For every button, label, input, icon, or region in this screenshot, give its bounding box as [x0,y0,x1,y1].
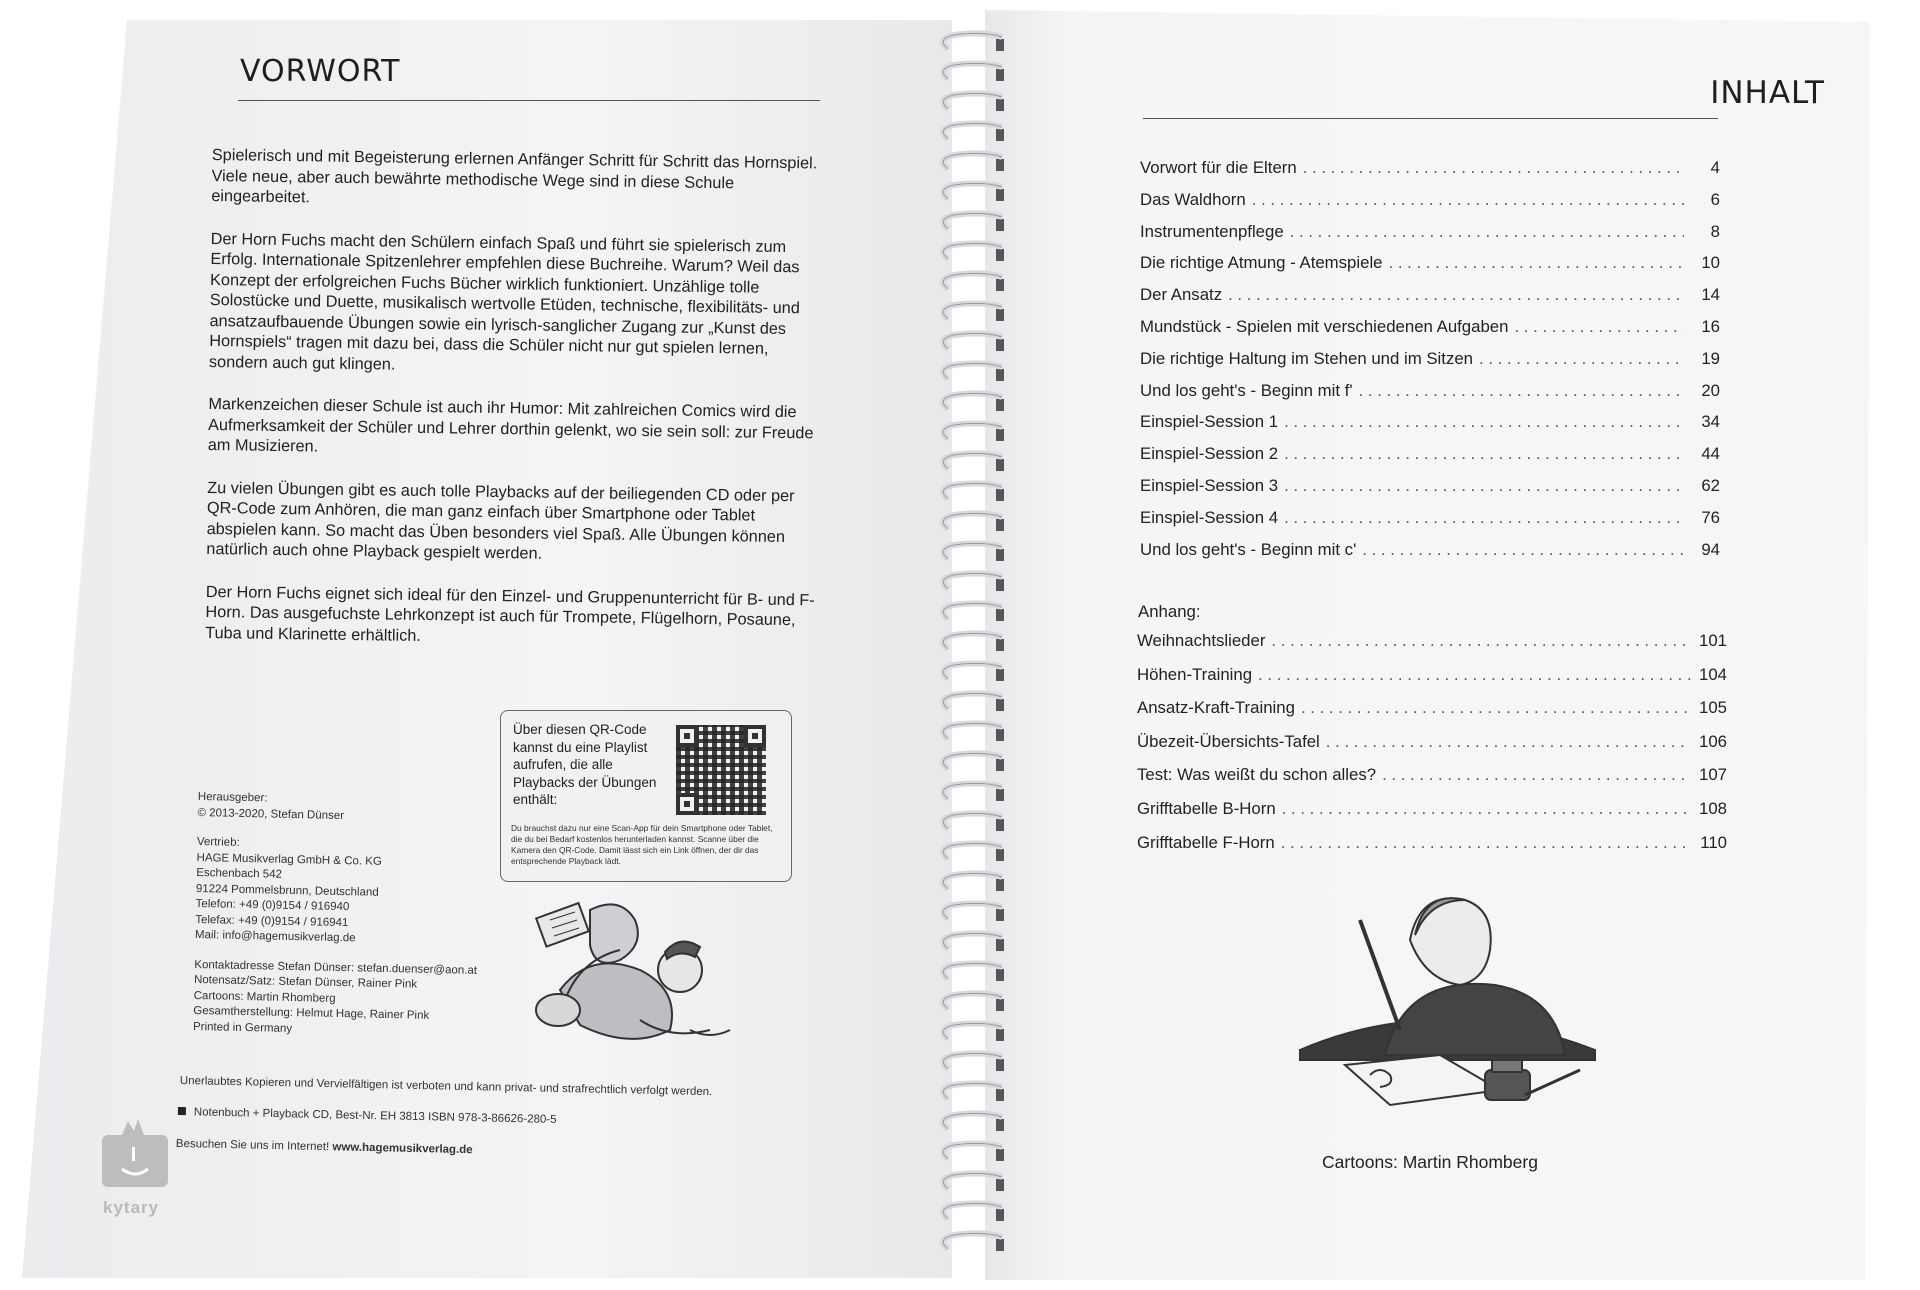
cartoon-credit: Cartoons: Martin Rhomberg [1322,1152,1538,1172]
spiral-coil [943,213,1004,231]
toc-label: Test: Was weißt du schon alles? [1137,765,1377,785]
spiral-coil [943,1233,1004,1251]
spiral-coil [943,393,1004,411]
distribution-label: Vertrieb: [196,835,240,849]
spiral-coil [943,813,1004,831]
qr-info-box [500,710,792,882]
spiral-coil [943,693,1004,711]
notation-credit: Notensatz/Satz: Stefan Dünser, Rainer Pink [193,973,418,991]
toc-label: Der Ansatz [1140,285,1223,305]
spiral-coil [943,573,1004,591]
toc-entry[interactable] [1140,412,1720,444]
spiral-coil [943,153,1004,171]
leader-dots [1284,508,1684,528]
leader-dots [1359,381,1684,401]
toc-entry[interactable] [1140,540,1720,572]
toc-entry[interactable] [1140,222,1720,254]
toc-entry[interactable] [1140,508,1720,540]
horn-player-cartoon [520,890,760,1060]
toc-label: Die richtige Haltung im Stehen und im Sitzen [1140,348,1473,368]
toc-label: Grifftabelle B-Horn [1137,798,1276,818]
spiral-coil [943,633,1004,651]
leader-dots [1479,349,1684,369]
qr-finder-icon [676,725,698,747]
qr-note: Du brauchst dazu nur eine Scan-App für dein Smartphone oder Tablet, die du bei Bedarf kostenlos herunterladen kannst. Scanne über die Kamera den QR-Code. Damit lässt sich ein Link öffnen, der dir das entsprechende Playback lädt. [511,823,773,866]
spiral-coil [943,453,1004,471]
appendix-entry[interactable] [1137,631,1727,665]
spiral-coil [943,243,1004,261]
printed-in: Printed in Germany [192,1020,293,1035]
spiral-coil [943,963,1004,981]
toc-label: Einspiel-Session 3 [1140,475,1279,495]
spiral-coil [943,663,1004,681]
contents-title: INHALT [1710,75,1825,111]
leader-dots [1303,158,1684,178]
spiral-binding [930,25,1010,1265]
leader-dots [1284,412,1684,432]
toc-page: 101 [1699,631,1727,650]
spiral-coil [943,123,1004,141]
foreword-paragraph: Der Horn Fuchs macht den Schülern einfach Spaß und führt sie spielerisch zum Erfolg. Internationale Spitzenlehrer empfehlen diese Buchreihe. Warum? Weil das Konzept der erfolgreichen Fuchs Bücher wirklich funktioniert. Unzählige tolle Solostücke und Duette, musikalisch wertvolle Etüden, technische, flexibilitäts- und ansatzaufbauende Übungen sowie ein lyrisch-sanglicher Zugang zur „Kunst des Hornspiels“ tragen mit dazu bei, dass die Schüler nicht nur gut spielen lernen, sondern auch gut klingen. [208,229,800,374]
toc-page: 108 [1699,798,1727,818]
contact: Kontaktadresse Stefan Dünser: stefan.duenser@aon.at [194,958,478,977]
toc-label: Einspiel-Session 1 [1140,412,1279,432]
cartoons-credit: Cartoons: Martin Rhomberg [193,989,336,1005]
website-link[interactable]: www.hagemusikverlag.de [332,1141,473,1157]
spiral-coil [943,1083,1004,1101]
imprint [193,790,528,1056]
copy-warning: Unerlaubtes Kopieren und Vervielfältigen ist verboten und kann privat- und strafrechtlich verfolgt werden. [179,1075,713,1099]
publisher: © 2013-2020, Stefan Dünser [197,806,345,822]
appendix-entry[interactable] [1137,665,1727,699]
toc-page: 14 [1701,285,1720,305]
company: HAGE Musikverlag GmbH & Co. KG [196,851,382,868]
appendix-entry[interactable] [1137,799,1727,833]
toc-label: Instrumentenpflege [1140,221,1284,241]
toc-entry[interactable] [1140,253,1720,285]
toc-page: 19 [1701,348,1720,368]
spiral-coil [943,33,1004,51]
spiral-coil [943,1203,1004,1221]
title-rule [1143,118,1718,119]
toc-page: 8 [1710,221,1720,241]
toc-entry[interactable] [1140,476,1720,508]
spiral-coil [943,1173,1004,1191]
foreword-paragraph: Spielerisch und mit Begeisterung erlernen Anfänger Schritt für Schritt das Hornspiel. Viele neue, aber auch bewährte methodische Wege sind in diese Schule eingearbeitet. [211,145,818,207]
spiral-coil [943,993,1004,1011]
toc-label: Mundstück - Spielen mit verschiedenen Aufgaben [1140,316,1509,336]
spiral-coil [943,423,1004,441]
toc-entry[interactable] [1140,317,1720,349]
toc-page: 106 [1699,731,1727,751]
spiral-coil [943,783,1004,801]
toc-page: 107 [1699,765,1727,785]
spiral-coil [943,1113,1004,1131]
street: Eschenbach 542 [196,866,283,881]
title-rule [238,100,820,101]
toc-label: Das Waldhorn [1140,189,1246,209]
foreword-paragraph: Der Horn Fuchs eignet sich ideal für den Einzel- und Gruppenunterricht für B- und F-Horn. Das ausgefuchste Lehrkonzept ist auch für Trompete, Flügelhorn, Posaune, Tuba und Klarinette erhältlich. [205,582,815,645]
appendix-entry[interactable] [1137,732,1727,766]
leader-dots [1252,190,1684,210]
order-text: Notenbuch + Playback CD, Best-Nr. EH 3813 ISBN 978-3-86626-280-5 [193,1106,557,1126]
appendix-list [1137,631,1727,866]
toc-label: Einspiel-Session 2 [1140,444,1279,464]
toc-page: 20 [1701,380,1720,400]
spiral-coil [943,483,1004,501]
spiral-coil [943,183,1004,201]
appendix-entry[interactable] [1137,833,1727,867]
toc-entry[interactable] [1140,381,1720,413]
toc-label: Einspiel-Session 4 [1140,507,1279,527]
fax: Telefax: +49 (0)9154 / 916941 [195,913,349,929]
foreword-body [205,145,822,673]
toc-label: Und los geht's - Beginn mit c' [1140,539,1357,559]
toc-page: 62 [1701,475,1720,495]
toc-entry[interactable] [1140,190,1720,222]
spiral-coil [943,603,1004,621]
toc-label: Vorwort für die Eltern [1140,158,1297,177]
toc-page: 44 [1701,444,1720,464]
leader-dots [1301,698,1691,718]
spiral-coil [943,1023,1004,1041]
leader-dots [1258,665,1691,685]
toc-page: 104 [1699,664,1727,684]
qr-finder-icon [744,725,766,747]
kytary-logo-icon [100,1115,170,1195]
city: 91224 Pommelsbrunn, Deutschland [195,882,379,899]
kytary-watermark: kytary [103,1198,160,1217]
toc-page: 10 [1701,253,1720,273]
leader-dots [1284,444,1684,464]
appendix-entry[interactable] [1137,765,1727,799]
toc-page: 110 [1700,832,1727,852]
visit-prefix: Besuchen Sie uns im Internet! [175,1138,330,1154]
foreword-paragraph: Markenzeichen dieser Schule ist auch ihr Humor: Mit zahlreichen Comics wird die Aufmerksamkeit der Schüler und Lehrer dorthin gelenkt, wo sie sein soll: zur Freude am Musizieren. [207,394,814,456]
spiral-coil [943,753,1004,771]
table-of-contents [1140,158,1720,571]
leader-dots [1281,833,1691,853]
toc-label: Höhen-Training [1137,664,1253,684]
qr-code-icon[interactable] [676,725,766,815]
spiral-coil [943,333,1004,351]
toc-label: Weihnachtslieder [1137,631,1266,650]
toc-label: Übezeit-Übersichts-Tafel [1137,731,1320,751]
leader-dots [1282,799,1691,819]
qr-text: Über diesen QR-Code kannst du eine Playlist aufrufen, die alle Playbacks der Übungen enthält: [513,722,657,807]
spiral-coil [943,303,1004,321]
toc-label: Ansatz-Kraft-Training [1137,698,1295,718]
leader-dots [1228,285,1684,305]
toc-entry[interactable] [1140,285,1720,317]
toc-page: 105 [1699,698,1727,718]
appendix-entry[interactable] [1137,698,1727,732]
spiral-coil [943,63,1004,81]
leader-dots [1389,253,1684,273]
foreword-title: VORWORT [240,54,401,89]
spiral-coil [943,873,1004,891]
phone: Telefon: +49 (0)9154 / 916940 [195,897,350,914]
toc-entry[interactable] [1140,158,1720,190]
toc-label: Die richtige Atmung - Atemspiele [1140,253,1383,273]
mail: Mail: info@hagemusikverlag.de [194,928,356,945]
spiral-coil [943,363,1004,381]
publisher-label: Herausgeber: [197,790,268,805]
toc-entry[interactable] [1140,349,1720,381]
writer-cartoon [1290,880,1600,1130]
toc-entry[interactable] [1140,444,1720,476]
spiral-coil [943,93,1004,111]
qr-finder-icon [676,793,698,815]
leader-dots [1514,317,1684,337]
toc-page: 4 [1710,158,1720,177]
bullet-square-icon [178,1107,186,1115]
toc-page: 34 [1701,412,1720,432]
appendix-label: Anhang: [1138,602,1201,621]
spiral-coil [943,933,1004,951]
spiral-coil [943,723,1004,741]
leader-dots [1290,222,1684,242]
leader-dots [1284,476,1684,496]
foreword-paragraph: Zu vielen Übungen gibt es auch tolle Playbacks auf der beiliegenden CD oder per QR-Code zum Anhören, die man ganz einfach über Smartphone oder Tablet abspielen kann. So macht das Üben besonders viel Spaß. Alle Übungen können natürlich auch ohne Playback gespielt werden. [206,478,795,563]
leader-dots [1271,631,1691,651]
spiral-coil [943,1053,1004,1071]
toc-page: 16 [1701,316,1720,336]
toc-label: Grifftabelle F-Horn [1137,832,1275,852]
toc-label: Und los geht's - Beginn mit f' [1140,380,1353,400]
spiral-coil [943,543,1004,561]
leader-dots [1326,732,1691,752]
toc-page: 6 [1710,189,1720,209]
leader-dots [1362,540,1684,560]
spiral-coil [943,903,1004,921]
spiral-coil [943,513,1004,531]
production-credit: Gesamtherstellung: Helmut Hage, Rainer Pink [193,1004,430,1022]
spiral-coil [943,273,1004,291]
leader-dots [1382,765,1691,785]
spiral-coil [943,1143,1004,1161]
toc-page: 94 [1701,539,1720,559]
spiral-coil [943,843,1004,861]
toc-page: 76 [1701,507,1720,527]
